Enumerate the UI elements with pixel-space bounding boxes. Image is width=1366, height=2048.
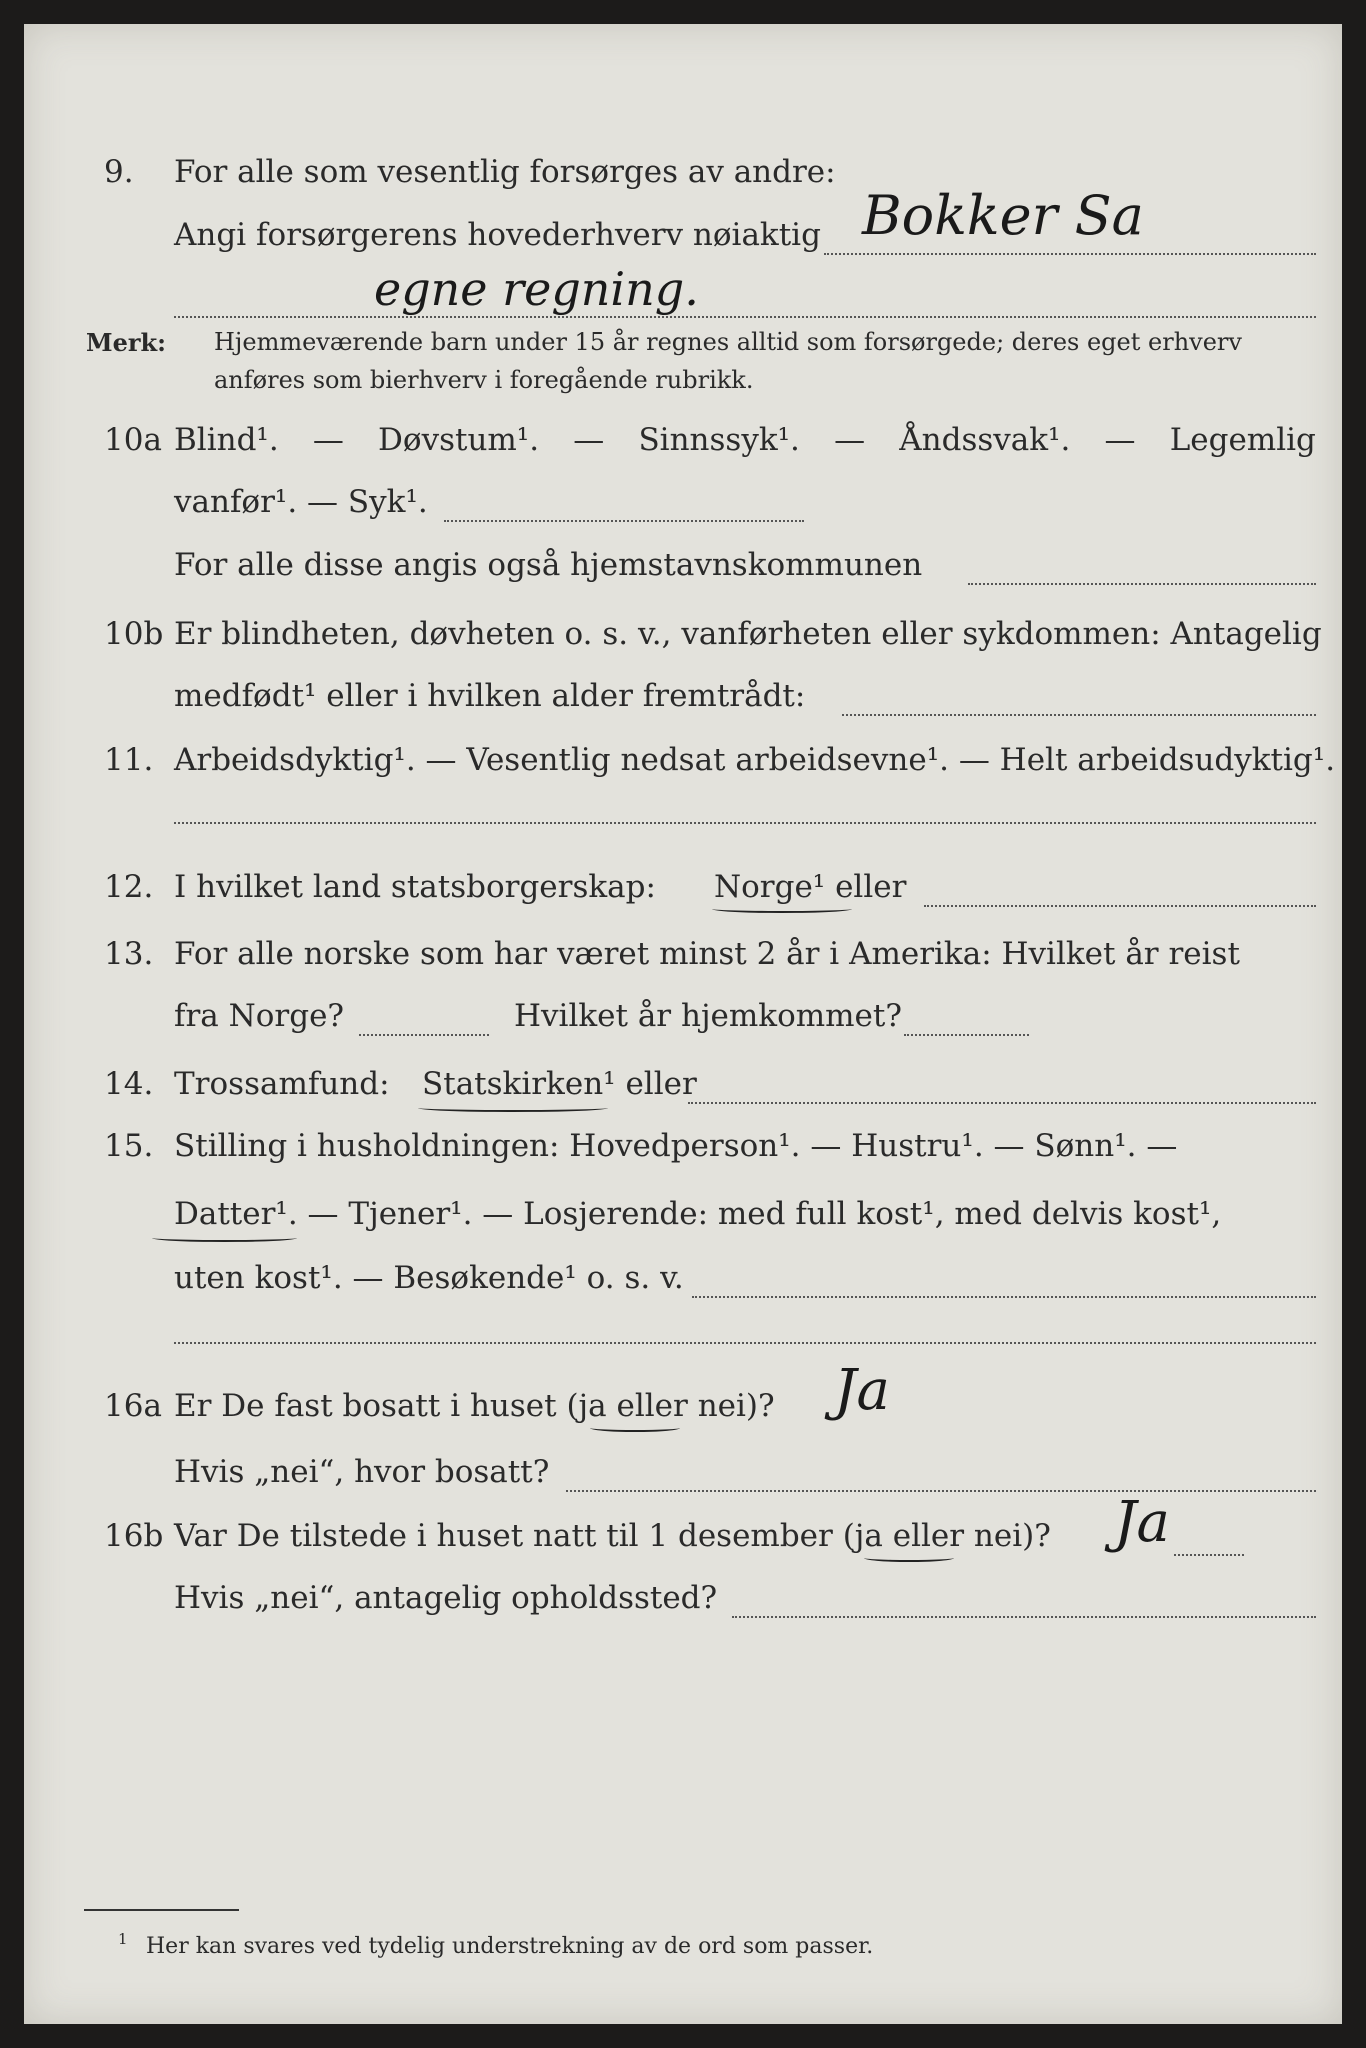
dash: — [573,422,605,458]
answer-dots [732,1616,1316,1618]
underline-mark [864,1554,954,1562]
option-legemlig: Legemlig [1169,422,1316,458]
census-form-page [24,24,1342,2024]
footnote-mark: 1 [118,1930,128,1948]
q11-number: 11. [104,742,154,778]
q10b-text-1: Er blindheten, døvheten o. s. v., vanførheten eller sykdommen: Antagelig [174,616,1322,652]
q9-handwritten-answer-2: egne regning. [374,262,699,316]
option-andssvak: Åndssvak¹. [899,422,1071,458]
option-sinnssyk: Sinnssyk¹. [638,422,800,458]
option-blind: Blind¹. [174,422,279,458]
answer-dots [692,1296,1316,1298]
q10a-number: 10a [104,422,162,458]
q16a-text-2: Hvis „nei“, hvor bosatt? [174,1454,550,1490]
q12-text: I hvilket land statsborgerskap: [174,869,656,905]
answer-dots [174,822,1316,824]
merk-text-2: anføres som bierhverv i foregående rubrikk. [214,366,754,394]
answer-dots [842,714,1316,716]
answer-dots [688,1102,1316,1104]
q16a-number: 16a [104,1388,162,1424]
q16b-text-2: Hvis „nei“, antagelig opholdssted? [174,1580,718,1616]
q14-option: Statskirken¹ eller [422,1066,697,1102]
answer-dots [968,583,1316,585]
q15-text-1: Stilling i husholdningen: Hovedperson¹. — Hustru¹. — Sønn¹. — [174,1128,1178,1164]
answer-dots [1174,1554,1244,1556]
underline-mark [712,905,852,913]
answer-dots [174,316,1316,318]
q15-text-2: Datter¹. — Tjener¹. — Losjerende: med full kost¹, med delvis kost¹, [174,1196,1222,1232]
underline-mark [152,1234,297,1242]
q10b-number: 10b [104,616,164,652]
underline-mark [418,1104,608,1112]
dash: — [834,422,866,458]
q13-text-2a: fra Norge? [174,998,345,1034]
q15-text-3: uten kost¹. — Besøkende¹ o. s. v. [174,1260,684,1296]
q10a-options [174,422,1316,458]
answer-dots [924,905,1316,907]
footnote-rule [84,1909,239,1911]
q16b-handwritten-answer: Ja [1114,1490,1170,1555]
q14-text: Trossamfund: [174,1066,390,1102]
q10a-text-3: For alle disse angis også hjemstavnskommunen [174,547,923,583]
option-dovstum: Døvstum¹. [378,422,540,458]
q10a-text-2: vanfør¹. — Syk¹. [174,484,428,520]
q12-option: Norge¹ eller [714,869,907,905]
footnote-text: Her kan svares ved tydelig understrekning av de ord som passer. [146,1934,874,1959]
q9-handwritten-answer-1: Bokker Sa [862,184,1144,247]
q13-text-2b: Hvilket år hjemkommet? [514,998,902,1034]
q13-text-1: For alle norske som har været minst 2 år i Amerika: Hvilket år reist [174,936,1240,972]
q9-number: 9. [104,154,134,190]
underline-mark [590,1424,680,1432]
dash: — [312,422,344,458]
q11-text-1: Arbeidsdyktig¹. — Vesentlig nedsat arbeidsevne¹. — Helt arbeidsudyktig¹. [174,742,1336,778]
answer-dots [824,253,1316,255]
q16a-handwritten-answer: Ja [834,1358,890,1423]
q9-text-1: For alle som vesentlig forsørges av andre: [174,154,836,190]
dash: — [1104,422,1136,458]
q16b-text-1: Var De tilstede i huset natt til 1 desember (ja eller nei)? [174,1518,1051,1554]
q16a-text-1: Er De fast bosatt i huset (ja eller nei)? [174,1388,775,1424]
answer-dots [566,1490,1316,1492]
q10b-text-2: medfødt¹ eller i hvilken alder fremtrådt: [174,678,806,714]
q16b-number: 16b [104,1518,164,1554]
answer-dots [444,520,804,522]
q12-number: 12. [104,869,154,905]
q13-number: 13. [104,936,154,972]
answer-dots [174,1342,1316,1344]
merk-label-text: Merk: [86,328,166,357]
merk-text-1: Hjemmeværende barn under 15 år regnes alltid som forsørgede; deres eget erhverv [214,328,1242,356]
answer-dots [359,1034,489,1036]
q14-number: 14. [104,1066,154,1102]
answer-dots [904,1034,1029,1036]
q9-text-2: Angi forsørgerens hovederhverv nøiaktig [174,217,821,253]
q15-number: 15. [104,1128,154,1164]
